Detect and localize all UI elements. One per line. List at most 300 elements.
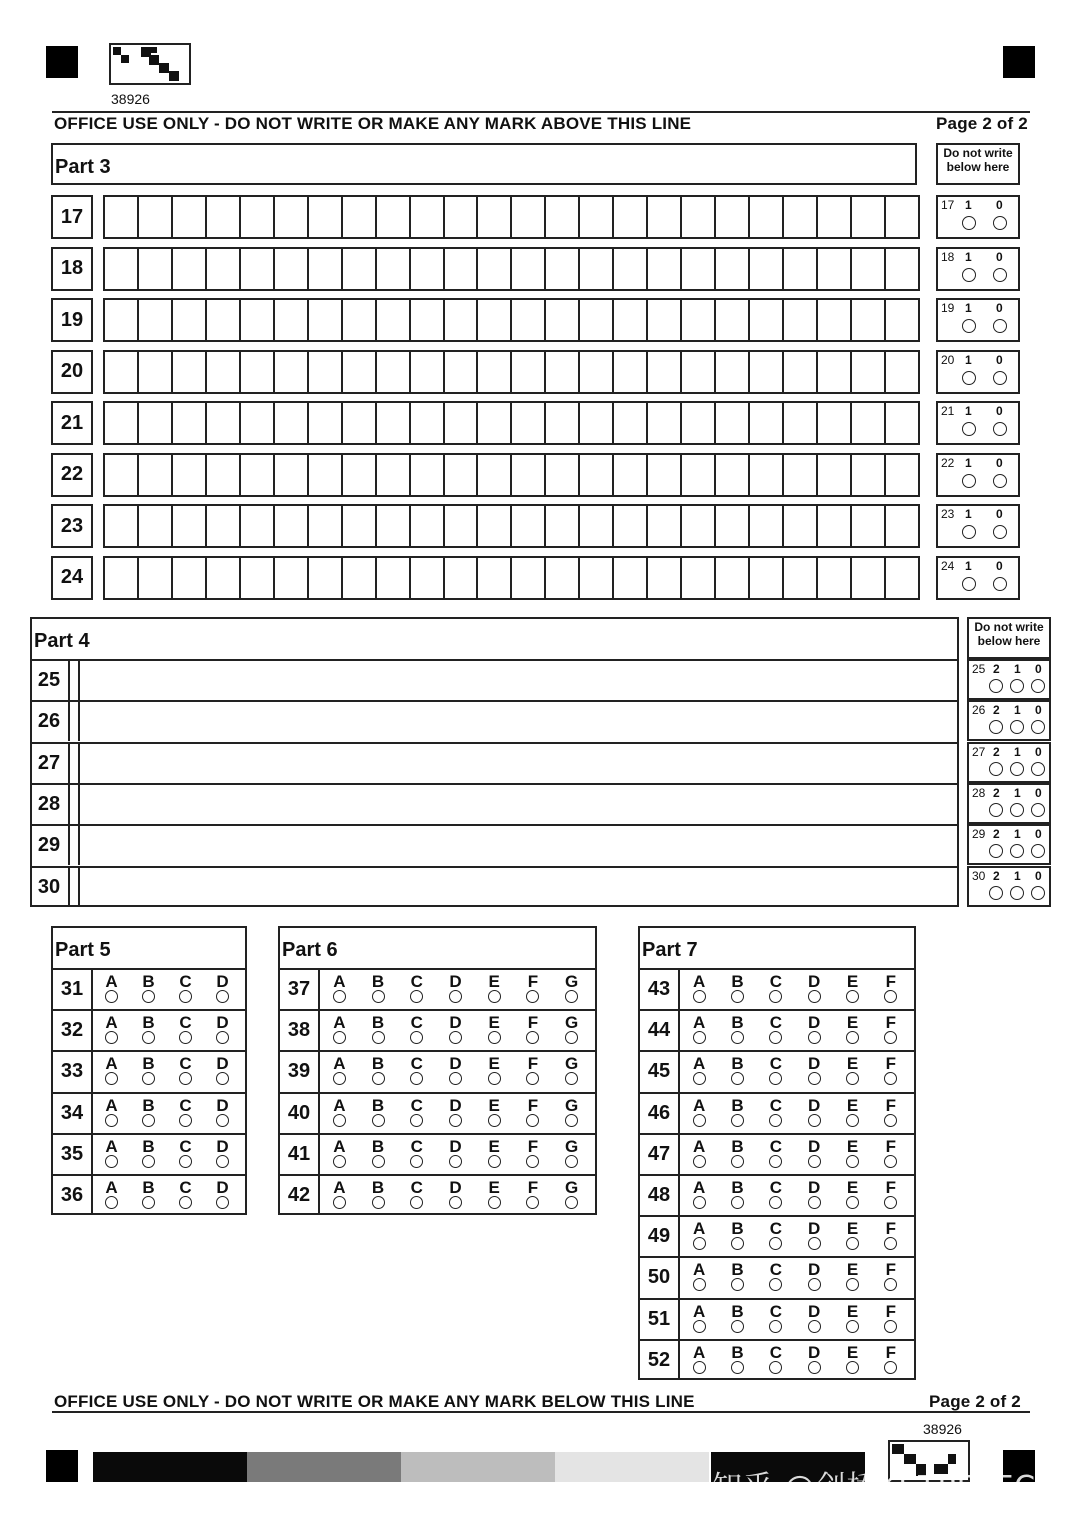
letter-cell[interactable] <box>207 403 241 443</box>
answer-option[interactable] <box>880 1178 902 1209</box>
option-bubble[interactable] <box>449 1155 462 1168</box>
mark-bubble[interactable] <box>962 577 976 591</box>
answer-option[interactable] <box>138 1054 160 1085</box>
answer-option[interactable] <box>765 1342 787 1374</box>
letter-cell[interactable] <box>445 455 479 495</box>
answer-option[interactable] <box>803 1013 825 1044</box>
option-bubble[interactable] <box>884 990 897 1003</box>
letter-cell[interactable] <box>682 455 716 495</box>
option-bubble[interactable] <box>693 1320 706 1333</box>
letter-cell[interactable] <box>784 197 818 237</box>
answer-option[interactable] <box>522 1095 544 1127</box>
answer-option[interactable] <box>727 1095 749 1127</box>
answer-option[interactable] <box>842 1342 864 1374</box>
letter-cell[interactable] <box>682 300 716 340</box>
letter-cell[interactable] <box>784 455 818 495</box>
letter-cell[interactable] <box>478 455 512 495</box>
mark-bubble[interactable] <box>993 422 1007 436</box>
option-bubble[interactable] <box>846 1237 859 1250</box>
option-bubble[interactable] <box>808 1196 821 1209</box>
letter-cell[interactable] <box>716 403 750 443</box>
option-bubble[interactable] <box>808 1278 821 1291</box>
answer-option[interactable] <box>406 1178 428 1209</box>
answer-option[interactable] <box>765 1013 787 1044</box>
answer-option[interactable] <box>522 1054 544 1085</box>
letter-cell[interactable] <box>207 300 241 340</box>
letter-cell[interactable] <box>648 558 682 598</box>
option-bubble[interactable] <box>372 1114 385 1127</box>
letter-cell[interactable] <box>411 403 445 443</box>
mark-bubble[interactable] <box>993 216 1007 230</box>
letter-cell[interactable] <box>580 403 614 443</box>
answer-option[interactable] <box>688 1301 710 1333</box>
letter-cell[interactable] <box>818 352 852 392</box>
option-bubble[interactable] <box>846 1196 859 1209</box>
letter-cell[interactable] <box>682 558 716 598</box>
mark-bubble[interactable] <box>1010 720 1024 734</box>
letter-cell[interactable] <box>478 506 512 546</box>
letter-cell[interactable] <box>105 455 139 495</box>
option-bubble[interactable] <box>884 1031 897 1044</box>
letter-cell[interactable] <box>445 403 479 443</box>
letter-cell[interactable] <box>580 352 614 392</box>
letter-cell[interactable] <box>478 558 512 598</box>
answer-option[interactable] <box>727 1178 749 1209</box>
letter-cell[interactable] <box>139 506 173 546</box>
letter-cell[interactable] <box>411 249 445 289</box>
letter-cell[interactable] <box>818 300 852 340</box>
answer-option[interactable] <box>561 1095 583 1127</box>
letter-cell[interactable] <box>207 506 241 546</box>
option-bubble[interactable] <box>526 1196 539 1209</box>
answer-option[interactable] <box>880 1054 902 1085</box>
letter-cell[interactable] <box>852 300 886 340</box>
letter-cell[interactable] <box>682 506 716 546</box>
option-bubble[interactable] <box>731 1320 744 1333</box>
letter-cell[interactable] <box>648 455 682 495</box>
part3-answer-cells[interactable] <box>103 453 920 497</box>
letter-cell[interactable] <box>818 506 852 546</box>
letter-cell[interactable] <box>343 506 377 546</box>
letter-cell[interactable] <box>241 300 275 340</box>
answer-option[interactable] <box>522 1178 544 1209</box>
mark-bubble[interactable] <box>989 679 1003 693</box>
letter-cell[interactable] <box>445 300 479 340</box>
option-bubble[interactable] <box>449 1196 462 1209</box>
answer-option[interactable] <box>175 1178 197 1209</box>
option-bubble[interactable] <box>769 1031 782 1044</box>
letter-cell[interactable] <box>818 249 852 289</box>
answer-option[interactable] <box>688 1095 710 1127</box>
mark-bubble[interactable] <box>1031 803 1045 817</box>
answer-option[interactable] <box>842 1136 864 1168</box>
option-bubble[interactable] <box>216 990 229 1003</box>
option-bubble[interactable] <box>808 1072 821 1085</box>
answer-option[interactable] <box>880 1342 902 1374</box>
letter-cell[interactable] <box>343 197 377 237</box>
letter-cell[interactable] <box>784 352 818 392</box>
letter-cell[interactable] <box>445 249 479 289</box>
letter-cell[interactable] <box>445 197 479 237</box>
letter-cell[interactable] <box>784 249 818 289</box>
letter-cell[interactable] <box>139 300 173 340</box>
part3-answer-cells[interactable] <box>103 556 920 600</box>
option-bubble[interactable] <box>488 1031 501 1044</box>
mark-bubble[interactable] <box>1031 720 1045 734</box>
letter-cell[interactable] <box>750 352 784 392</box>
answer-option[interactable] <box>561 1178 583 1209</box>
option-bubble[interactable] <box>808 990 821 1003</box>
option-bubble[interactable] <box>565 990 578 1003</box>
option-bubble[interactable] <box>846 1114 859 1127</box>
option-bubble[interactable] <box>565 1031 578 1044</box>
letter-cell[interactable] <box>512 300 546 340</box>
option-bubble[interactable] <box>693 1155 706 1168</box>
letter-cell[interactable] <box>309 558 343 598</box>
letter-cell[interactable] <box>411 506 445 546</box>
answer-option[interactable] <box>688 1013 710 1044</box>
letter-cell[interactable] <box>105 249 139 289</box>
letter-cell[interactable] <box>648 197 682 237</box>
option-bubble[interactable] <box>693 1196 706 1209</box>
answer-option[interactable] <box>522 1013 544 1044</box>
answer-option[interactable] <box>138 1095 160 1127</box>
letter-cell[interactable] <box>411 300 445 340</box>
letter-cell[interactable] <box>445 506 479 546</box>
option-bubble[interactable] <box>693 1237 706 1250</box>
letter-cell[interactable] <box>139 249 173 289</box>
letter-cell[interactable] <box>886 197 918 237</box>
answer-option[interactable] <box>765 1219 787 1250</box>
answer-option[interactable] <box>880 1136 902 1168</box>
part3-answer-cells[interactable] <box>103 401 920 445</box>
option-bubble[interactable] <box>884 1114 897 1127</box>
letter-cell[interactable] <box>139 403 173 443</box>
mark-bubble[interactable] <box>993 268 1007 282</box>
mark-bubble[interactable] <box>1031 886 1045 900</box>
letter-cell[interactable] <box>648 300 682 340</box>
letter-cell[interactable] <box>886 506 918 546</box>
option-bubble[interactable] <box>142 990 155 1003</box>
letter-cell[interactable] <box>139 455 173 495</box>
letter-cell[interactable] <box>546 249 580 289</box>
letter-cell[interactable] <box>580 506 614 546</box>
letter-cell[interactable] <box>682 403 716 443</box>
letter-cell[interactable] <box>275 455 309 495</box>
letter-cell[interactable] <box>852 455 886 495</box>
letter-cell[interactable] <box>512 506 546 546</box>
answer-option[interactable] <box>406 1095 428 1127</box>
part4-answer-line[interactable] <box>82 702 959 741</box>
mark-bubble[interactable] <box>962 319 976 333</box>
part4-answer-line[interactable] <box>82 868 959 907</box>
letter-cell[interactable] <box>784 506 818 546</box>
letter-cell[interactable] <box>139 352 173 392</box>
option-bubble[interactable] <box>179 1114 192 1127</box>
letter-cell[interactable] <box>886 300 918 340</box>
letter-cell[interactable] <box>886 352 918 392</box>
option-bubble[interactable] <box>731 1031 744 1044</box>
part4-answer-line[interactable] <box>82 826 959 865</box>
option-bubble[interactable] <box>105 1155 118 1168</box>
option-bubble[interactable] <box>410 1114 423 1127</box>
letter-cell[interactable] <box>343 352 377 392</box>
option-bubble[interactable] <box>142 1155 155 1168</box>
option-bubble[interactable] <box>333 1196 346 1209</box>
answer-option[interactable] <box>842 972 864 1003</box>
letter-cell[interactable] <box>716 249 750 289</box>
option-bubble[interactable] <box>526 1114 539 1127</box>
letter-cell[interactable] <box>173 249 207 289</box>
part3-answer-cells[interactable] <box>103 504 920 548</box>
option-bubble[interactable] <box>216 1114 229 1127</box>
option-bubble[interactable] <box>693 990 706 1003</box>
option-bubble[interactable] <box>105 1072 118 1085</box>
option-bubble[interactable] <box>565 1114 578 1127</box>
answer-option[interactable] <box>880 1260 902 1291</box>
answer-option[interactable] <box>445 1013 467 1044</box>
letter-cell[interactable] <box>241 455 275 495</box>
option-bubble[interactable] <box>333 1114 346 1127</box>
letter-cell[interactable] <box>173 300 207 340</box>
answer-option[interactable] <box>212 1013 234 1044</box>
part3-answer-cells[interactable] <box>103 298 920 342</box>
letter-cell[interactable] <box>445 558 479 598</box>
answer-option[interactable] <box>175 1013 197 1044</box>
option-bubble[interactable] <box>449 990 462 1003</box>
answer-option[interactable] <box>803 1301 825 1333</box>
option-bubble[interactable] <box>884 1278 897 1291</box>
answer-option[interactable] <box>101 1054 123 1085</box>
letter-cell[interactable] <box>580 249 614 289</box>
answer-option[interactable] <box>367 972 389 1003</box>
answer-option[interactable] <box>101 972 123 1003</box>
answer-option[interactable] <box>880 972 902 1003</box>
option-bubble[interactable] <box>731 1196 744 1209</box>
answer-option[interactable] <box>212 1136 234 1168</box>
answer-option[interactable] <box>727 1219 749 1250</box>
option-bubble[interactable] <box>449 1031 462 1044</box>
option-bubble[interactable] <box>179 1072 192 1085</box>
letter-cell[interactable] <box>580 197 614 237</box>
letter-cell[interactable] <box>682 197 716 237</box>
mark-bubble[interactable] <box>993 525 1007 539</box>
letter-cell[interactable] <box>241 197 275 237</box>
mark-bubble[interactable] <box>962 474 976 488</box>
letter-cell[interactable] <box>309 352 343 392</box>
mark-bubble[interactable] <box>962 422 976 436</box>
option-bubble[interactable] <box>216 1196 229 1209</box>
letter-cell[interactable] <box>818 455 852 495</box>
answer-option[interactable] <box>212 1054 234 1085</box>
answer-option[interactable] <box>138 1178 160 1209</box>
letter-cell[interactable] <box>377 300 411 340</box>
answer-option[interactable] <box>803 1219 825 1250</box>
letter-cell[interactable] <box>546 403 580 443</box>
letter-cell[interactable] <box>716 352 750 392</box>
letter-cell[interactable] <box>580 558 614 598</box>
letter-cell[interactable] <box>852 352 886 392</box>
letter-cell[interactable] <box>546 506 580 546</box>
option-bubble[interactable] <box>769 1072 782 1085</box>
answer-option[interactable] <box>101 1095 123 1127</box>
letter-cell[interactable] <box>886 558 918 598</box>
letter-cell[interactable] <box>546 300 580 340</box>
option-bubble[interactable] <box>731 1237 744 1250</box>
option-bubble[interactable] <box>410 990 423 1003</box>
answer-option[interactable] <box>367 1095 389 1127</box>
option-bubble[interactable] <box>769 1361 782 1374</box>
answer-option[interactable] <box>175 1136 197 1168</box>
mark-bubble[interactable] <box>993 319 1007 333</box>
option-bubble[interactable] <box>410 1031 423 1044</box>
answer-option[interactable] <box>522 1136 544 1168</box>
option-bubble[interactable] <box>372 1072 385 1085</box>
letter-cell[interactable] <box>648 506 682 546</box>
letter-cell[interactable] <box>309 249 343 289</box>
letter-cell[interactable] <box>207 455 241 495</box>
letter-cell[interactable] <box>207 352 241 392</box>
answer-option[interactable] <box>175 972 197 1003</box>
letter-cell[interactable] <box>173 197 207 237</box>
answer-option[interactable] <box>561 1013 583 1044</box>
answer-option[interactable] <box>688 972 710 1003</box>
answer-option[interactable] <box>765 1136 787 1168</box>
answer-option[interactable] <box>727 1054 749 1085</box>
answer-option[interactable] <box>483 1013 505 1044</box>
mark-bubble[interactable] <box>962 371 976 385</box>
answer-option[interactable] <box>727 1260 749 1291</box>
option-bubble[interactable] <box>693 1361 706 1374</box>
option-bubble[interactable] <box>105 990 118 1003</box>
answer-option[interactable] <box>803 1136 825 1168</box>
answer-option[interactable] <box>445 1095 467 1127</box>
mark-bubble[interactable] <box>1010 803 1024 817</box>
letter-cell[interactable] <box>309 506 343 546</box>
answer-option[interactable] <box>175 1095 197 1127</box>
letter-cell[interactable] <box>275 352 309 392</box>
option-bubble[interactable] <box>731 990 744 1003</box>
mark-bubble[interactable] <box>1010 844 1024 858</box>
letter-cell[interactable] <box>105 403 139 443</box>
letter-cell[interactable] <box>377 506 411 546</box>
letter-cell[interactable] <box>750 300 784 340</box>
answer-option[interactable] <box>483 972 505 1003</box>
letter-cell[interactable] <box>784 300 818 340</box>
letter-cell[interactable] <box>105 558 139 598</box>
part3-answer-cells[interactable] <box>103 247 920 291</box>
option-bubble[interactable] <box>693 1114 706 1127</box>
answer-option[interactable] <box>803 1260 825 1291</box>
mark-bubble[interactable] <box>989 720 1003 734</box>
answer-option[interactable] <box>765 1260 787 1291</box>
answer-option[interactable] <box>765 1095 787 1127</box>
letter-cell[interactable] <box>750 506 784 546</box>
letter-cell[interactable] <box>716 506 750 546</box>
letter-cell[interactable] <box>784 558 818 598</box>
mark-bubble[interactable] <box>1031 844 1045 858</box>
answer-option[interactable] <box>561 1054 583 1085</box>
answer-option[interactable] <box>138 1136 160 1168</box>
letter-cell[interactable] <box>173 403 207 443</box>
letter-cell[interactable] <box>614 352 648 392</box>
part3-answer-cells[interactable] <box>103 350 920 394</box>
option-bubble[interactable] <box>565 1196 578 1209</box>
answer-option[interactable] <box>367 1136 389 1168</box>
letter-cell[interactable] <box>648 403 682 443</box>
option-bubble[interactable] <box>846 1072 859 1085</box>
letter-cell[interactable] <box>512 197 546 237</box>
letter-cell[interactable] <box>207 558 241 598</box>
option-bubble[interactable] <box>488 1196 501 1209</box>
option-bubble[interactable] <box>526 990 539 1003</box>
letter-cell[interactable] <box>309 300 343 340</box>
letter-cell[interactable] <box>275 249 309 289</box>
answer-option[interactable] <box>445 1054 467 1085</box>
option-bubble[interactable] <box>526 1155 539 1168</box>
letter-cell[interactable] <box>275 506 309 546</box>
letter-cell[interactable] <box>716 558 750 598</box>
option-bubble[interactable] <box>179 1031 192 1044</box>
option-bubble[interactable] <box>372 990 385 1003</box>
letter-cell[interactable] <box>207 197 241 237</box>
option-bubble[interactable] <box>372 1031 385 1044</box>
option-bubble[interactable] <box>565 1155 578 1168</box>
option-bubble[interactable] <box>488 1072 501 1085</box>
letter-cell[interactable] <box>241 403 275 443</box>
option-bubble[interactable] <box>769 1237 782 1250</box>
option-bubble[interactable] <box>105 1031 118 1044</box>
option-bubble[interactable] <box>333 1155 346 1168</box>
option-bubble[interactable] <box>216 1072 229 1085</box>
option-bubble[interactable] <box>410 1196 423 1209</box>
letter-cell[interactable] <box>275 403 309 443</box>
mark-bubble[interactable] <box>993 577 1007 591</box>
option-bubble[interactable] <box>333 1031 346 1044</box>
answer-option[interactable] <box>880 1219 902 1250</box>
letter-cell[interactable] <box>716 300 750 340</box>
answer-option[interactable] <box>212 1095 234 1127</box>
letter-cell[interactable] <box>580 300 614 340</box>
mark-bubble[interactable] <box>989 803 1003 817</box>
option-bubble[interactable] <box>410 1072 423 1085</box>
letter-cell[interactable] <box>411 558 445 598</box>
letter-cell[interactable] <box>173 352 207 392</box>
answer-option[interactable] <box>328 1178 350 1209</box>
option-bubble[interactable] <box>488 1155 501 1168</box>
option-bubble[interactable] <box>526 1031 539 1044</box>
mark-bubble[interactable] <box>1010 679 1024 693</box>
letter-cell[interactable] <box>546 455 580 495</box>
letter-cell[interactable] <box>377 403 411 443</box>
letter-cell[interactable] <box>173 506 207 546</box>
option-bubble[interactable] <box>808 1320 821 1333</box>
answer-option[interactable] <box>842 1178 864 1209</box>
answer-option[interactable] <box>212 1178 234 1209</box>
answer-option[interactable] <box>688 1178 710 1209</box>
option-bubble[interactable] <box>808 1155 821 1168</box>
letter-cell[interactable] <box>818 558 852 598</box>
option-bubble[interactable] <box>769 1114 782 1127</box>
option-bubble[interactable] <box>808 1031 821 1044</box>
answer-option[interactable] <box>803 1095 825 1127</box>
letter-cell[interactable] <box>512 352 546 392</box>
answer-option[interactable] <box>101 1136 123 1168</box>
letter-cell[interactable] <box>750 403 784 443</box>
option-bubble[interactable] <box>769 990 782 1003</box>
letter-cell[interactable] <box>411 197 445 237</box>
option-bubble[interactable] <box>846 990 859 1003</box>
